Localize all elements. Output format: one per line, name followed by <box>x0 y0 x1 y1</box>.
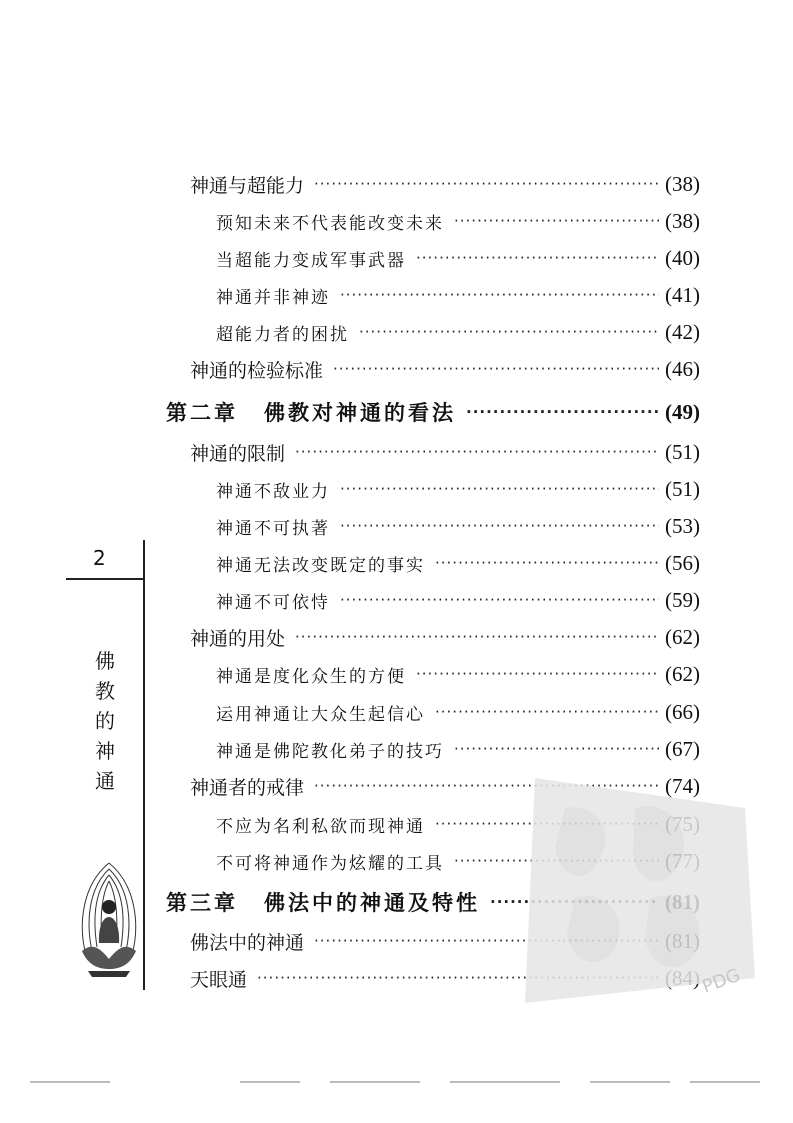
leader-dots <box>295 436 659 468</box>
toc-entry[interactable] <box>216 733 700 765</box>
book-title-char: 通 <box>95 769 115 793</box>
toc-entry-page: (51) <box>665 439 700 464</box>
toc-entry-title: 神通不可执著 <box>216 518 330 539</box>
leader-dots <box>454 205 659 237</box>
toc-entry-title: 佛法中的神通 <box>190 931 305 954</box>
chapter-number: 第二章 <box>166 400 238 425</box>
toc-entry-page: (67) <box>665 736 700 761</box>
toc-entry-title: 天眼通 <box>190 968 248 991</box>
toc-entry[interactable] <box>216 658 700 690</box>
toc-entry-page: (51) <box>665 476 700 501</box>
toc-entry[interactable] <box>216 473 700 505</box>
toc-entry-title: 神通与超能力 <box>190 174 305 197</box>
toc-entry-title: 不可将神通作为炫耀的工具 <box>216 853 444 874</box>
toc-entry-page: (62) <box>665 661 700 686</box>
toc-entry-title: 神通是度化众生的方便 <box>216 666 406 687</box>
toc-entry-title: 神通无法改变既定的事实 <box>216 555 425 576</box>
toc-entry-title: 神通不敌业力 <box>216 481 330 502</box>
leader-dots <box>340 473 659 505</box>
toc-entry-page: (38) <box>665 208 700 233</box>
toc-entry-page: (40) <box>665 245 700 270</box>
toc-entry[interactable] <box>216 205 700 237</box>
toc-chapter-heading <box>166 397 456 427</box>
toc-entry[interactable] <box>190 168 700 200</box>
toc-entry[interactable] <box>216 547 700 579</box>
toc-chapter-entry[interactable] <box>166 396 700 428</box>
chapter-title: 佛教对神通的看法 <box>264 400 456 425</box>
toc-entry-page: (46) <box>665 356 700 381</box>
chapter-number: 第三章 <box>166 890 238 915</box>
chapter-title: 佛法中的神通及特性 <box>264 890 480 915</box>
toc-entry-title: 神通不可依恃 <box>216 592 330 613</box>
toc-entry-page: (49) <box>665 399 700 424</box>
toc-entry-page: (62) <box>665 624 700 649</box>
toc-entry-page: (66) <box>665 699 700 724</box>
toc-entry[interactable] <box>216 510 700 542</box>
leader-dots <box>333 353 659 385</box>
leader-dots <box>435 696 659 728</box>
toc-entry-title: 神通者的戒律 <box>190 776 305 799</box>
toc-entry[interactable] <box>216 316 700 348</box>
toc-entry-page: (38) <box>665 171 700 196</box>
toc-entry-page: (41) <box>665 282 700 307</box>
toc-entry[interactable] <box>216 584 700 616</box>
running-book-title <box>92 646 118 796</box>
toc-entry[interactable] <box>216 242 700 274</box>
toc-chapter-heading <box>166 887 480 917</box>
leader-dots <box>416 658 659 690</box>
book-title-char: 佛 <box>95 649 115 673</box>
book-title-char: 神 <box>95 739 115 763</box>
toc-entry-title: 超能力者的困扰 <box>216 324 349 345</box>
leader-dots <box>454 733 659 765</box>
toc-entry-page: (59) <box>665 587 700 612</box>
library-seal-watermark <box>505 768 765 1013</box>
margin-horizontal-rule <box>66 578 145 580</box>
leader-dots <box>359 316 659 348</box>
leader-dots <box>416 242 659 274</box>
toc-entry-page: (74) <box>665 773 700 798</box>
toc-entry-title: 不应为名利私欲而现神通 <box>216 816 425 837</box>
toc-entry-title: 神通的检验标准 <box>190 359 324 382</box>
toc-entry-page: (53) <box>665 513 700 538</box>
toc-entry[interactable] <box>190 621 700 653</box>
page-number: 2 <box>93 546 106 570</box>
toc-entry[interactable] <box>190 436 700 468</box>
scan-artifact-line <box>30 1078 770 1086</box>
leader-dots <box>340 279 659 311</box>
leader-dots <box>466 396 659 428</box>
toc-entry-title: 神通是佛陀教化弟子的技巧 <box>216 741 444 762</box>
toc-entry-title: 神通并非神迹 <box>216 287 330 308</box>
leader-dots <box>435 547 659 579</box>
leader-dots <box>314 168 659 200</box>
toc-entry-title: 预知未来不代表能改变未来 <box>216 213 444 234</box>
book-title-char: 教 <box>95 679 115 703</box>
book-title-char: 的 <box>95 709 115 733</box>
toc-entry-title: 神通的用处 <box>190 627 286 650</box>
buddha-lotus-emblem-icon <box>74 855 144 980</box>
toc-entry[interactable] <box>216 279 700 311</box>
toc-entry-title: 神通的限制 <box>190 442 286 465</box>
watermark-text: PDG <box>699 964 744 998</box>
toc-entry[interactable] <box>216 696 700 728</box>
toc-entry-page: (56) <box>665 550 700 575</box>
toc-entry-title: 当超能力变成军事武器 <box>216 250 406 271</box>
toc-entry[interactable] <box>190 353 700 385</box>
leader-dots <box>340 584 659 616</box>
toc-entry-title: 运用神通让大众生起信心 <box>216 704 425 725</box>
leader-dots <box>295 621 659 653</box>
leader-dots <box>340 510 659 542</box>
toc-entry-page: (42) <box>665 319 700 344</box>
